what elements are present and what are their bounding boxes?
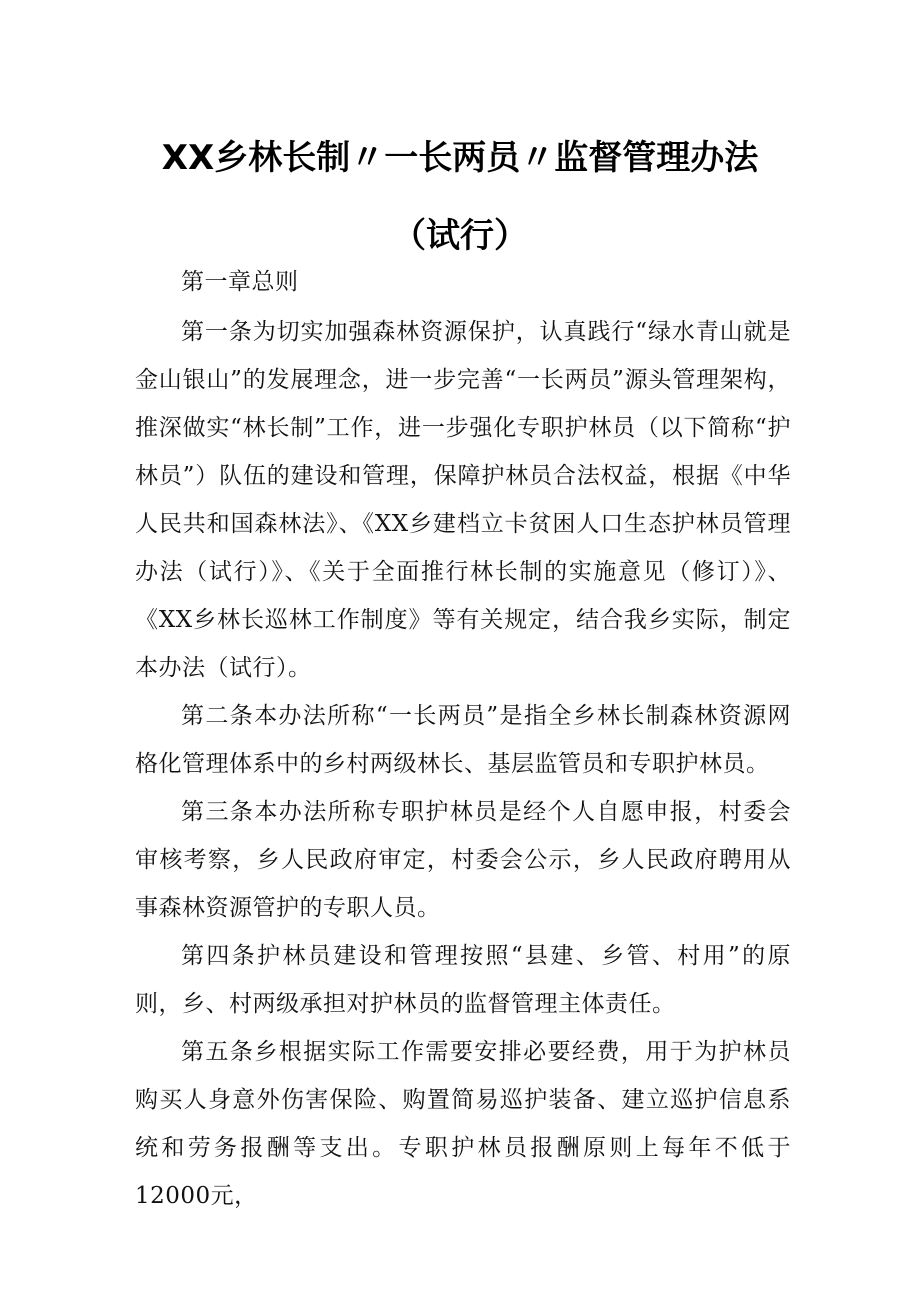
article-1: 第一条为切实加强森林资源保护，认真践行“绿水青山就是金山银山”的发展理念，进一步完善“一长两员”源头管理架构，推深做实“林长制”工作，进一步强化专职护林员（以下简称“护林员”）队伍的建设和管理，保障护林员合法权益，根据《中华人民共和国森林法》、《XX乡建档立卡贫困人口生态护林员管理办法（试行）》、《关于全面推行林长制的实施意见（修订）》、《XX乡林长巡林工作制度》等有关规定，结合我乡实际，制定本办法（试行）。 (135, 319, 791, 681)
article-3: 第三条本办法所称专职护林员是经个人自愿申报，村委会审核考察，乡人民政府审定，村委会公示，乡人民政府聘用从事森林资源管护的专职人员。 (135, 799, 791, 921)
document-subtitle: （试行） (392, 216, 528, 256)
article-5: 第五条乡根据实际工作需要安排必要经费，用于为护林员购买人身意外伤害保险、购置简易巡护装备、建立巡护信息系统和劳务报酬等支出。专职护林员报酬原则上每年不低于12000元， (135, 1039, 791, 1209)
article-4: 第四条护林员建设和管理按照“县建、乡管、村用”的原则，乡、村两级承担对护林员的监督管理主体责任。 (135, 943, 791, 1017)
article-2: 第二条本办法所称“一长两员”是指全乡林长制森林资源网格化管理体系中的乡村两级林长、基层监管员和专职护林员。 (135, 703, 791, 777)
document-title: XX乡林长制〃一长两员〃监督管理办法 (161, 138, 759, 178)
chapter-heading: 第一章总则 (181, 269, 299, 295)
document-body (135, 258, 791, 1220)
